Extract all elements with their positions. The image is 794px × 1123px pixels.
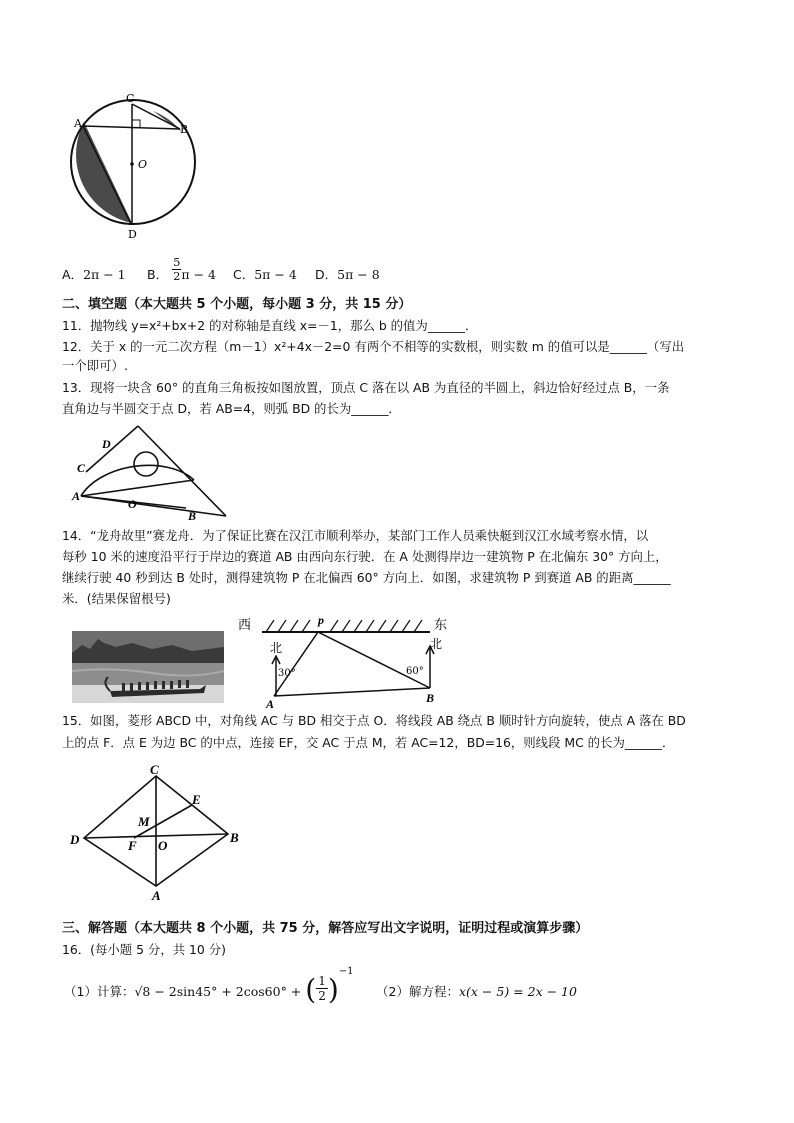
- label-p: p: [318, 613, 324, 627]
- label-angle-30: 30°: [278, 668, 296, 679]
- choice-b: B． $\frac{5}{2}$ π − 4: [147, 255, 216, 283]
- label-d: D: [102, 437, 111, 451]
- right-angle-mark: [132, 120, 140, 128]
- label-o: O: [158, 838, 168, 853]
- question-13-line2: 直角边与半圆交于点 D，若 AB=4，则弧 BD 的长为______．: [62, 401, 401, 416]
- label-a: A: [152, 888, 161, 902]
- dragon-boat-photo: [72, 631, 224, 703]
- part1-label: （1）计算：: [64, 984, 135, 999]
- choice-d: D．5π − 8: [315, 267, 380, 282]
- center-dot: [130, 162, 134, 166]
- triangle-leg-1: [86, 426, 138, 472]
- figure-q10-circle: [60, 92, 230, 242]
- choice-c: C．5π − 4: [233, 267, 297, 282]
- question-12-line2: 一个即可）.: [62, 358, 128, 373]
- label-b: B: [188, 509, 197, 520]
- section-2-heading: 二、填空题（本大题共 5 个小题，每小题 3 分，共 15 分）: [62, 297, 412, 312]
- figure-q14-diagram: [236, 612, 456, 708]
- segment-pb: [318, 632, 430, 688]
- label-c: C: [77, 461, 86, 475]
- question-15-line1: 15．如图，菱形 ABCD 中，对角线 AC 与 BD 相交于点 O．将线段 AB 绕点 B 顺时针方向旋转，使点 A 落在 BD: [62, 713, 686, 728]
- question-16-intro: 16．(每小题 5 分，共 10 分): [62, 942, 226, 957]
- segment-ab: [274, 688, 430, 696]
- question-14-line2: 每秒 10 米的速度沿平行于岸边的赛道 AB 由西向东行驶．在 A 处测得岸边一建筑物 P 在北偏东 30° 方向上，: [62, 549, 668, 564]
- question-14-line4: 米．(结果保留根号): [62, 591, 171, 606]
- part2-label: （2）解方程：: [376, 984, 459, 999]
- shore-hatching: [266, 620, 422, 632]
- label-north-left: 北: [270, 641, 283, 655]
- frac-num: 5: [173, 255, 181, 269]
- label-d: D: [70, 832, 80, 847]
- label-c: C: [150, 762, 159, 777]
- part1-frac-den: 2: [318, 989, 326, 1003]
- triangle-base: [81, 496, 226, 516]
- question-11: 11．抛物线 y=x²+bx+2 的对称轴是直线 x=－1，那么 b 的值为______．: [62, 318, 478, 333]
- question-15-line2: 上的点 F．点 E 为边 BC 的中点，连接 EF，交 AC 于点 M，若 AC=12，BD=16，则线段 MC 的长为______．: [62, 735, 675, 750]
- label-a: A: [266, 697, 275, 708]
- label-b: B: [426, 691, 435, 705]
- diameter-ab: [81, 480, 194, 496]
- part2-expression: x(x − 5) = 2x − 10: [458, 984, 577, 999]
- triangle-hypotenuse: [138, 426, 226, 516]
- label-a: A: [72, 489, 81, 503]
- figure-q15-rhombus: [66, 762, 246, 902]
- label-angle-60: 60°: [406, 666, 424, 677]
- triangle-hole: [134, 452, 158, 476]
- label-east: 东: [434, 618, 448, 633]
- chord-cb: [132, 104, 180, 129]
- label-o: O: [138, 158, 148, 171]
- part1-expression: √8 − 2sin45° + 2cos60° +: [134, 984, 302, 999]
- label-west: 西: [238, 618, 252, 633]
- label-o: O: [128, 497, 137, 511]
- question-14-line1: 14．“龙舟故里”赛龙舟．为了保证比赛在汉江市顺利举办，某部门工作人员乘快艇到汉江水域考察水情，以: [62, 528, 649, 543]
- label-f: F: [128, 838, 137, 853]
- label-north-right: 北: [430, 637, 443, 651]
- part1-frac-num: 1: [318, 974, 326, 988]
- frac-den: 2: [173, 269, 181, 283]
- label-e: E: [192, 792, 201, 807]
- label-a: A: [74, 117, 82, 130]
- question-13-line1: 13．现将一块含 60° 的直角三角板按如图放置，顶点 C 落在以 AB 为直径的半圆上，斜边恰好经过点 B，一条: [62, 380, 670, 395]
- question-16-part2: [376, 982, 577, 1000]
- question-14-line3: 继续行驶 40 秒到达 B 处时，测得建筑物 P 在北偏西 60° 方向上．如图，求建筑物 P 到赛道 AB 的距离______: [62, 570, 671, 585]
- label-b: B: [230, 830, 239, 845]
- question-12-line1: 12．关于 x 的一元二次方程（m－1）x²+4x－2=0 有两个不相等的实数根，则实数 m 的值可以是______（写出: [62, 339, 685, 354]
- label-c: C: [126, 92, 135, 105]
- section-3-heading: 三、解答题（本大题共 8 个小题，共 75 分，解答应写出文字说明，证明过程或演算步骤）: [62, 921, 589, 936]
- label-d: D: [128, 228, 137, 241]
- figure-q13-semicircle: [64, 420, 236, 520]
- label-m: M: [138, 814, 150, 829]
- question-16-part1: （1）计算：√8 − 2sin45° + 2cos60° + ( $\frac{1}{2}$ )$^{-1}$: [64, 966, 354, 1006]
- label-b: B: [180, 123, 189, 136]
- semicircle: [81, 465, 194, 496]
- choice-a: A．2π − 1: [62, 267, 126, 282]
- part1-exponent: −1: [338, 966, 354, 977]
